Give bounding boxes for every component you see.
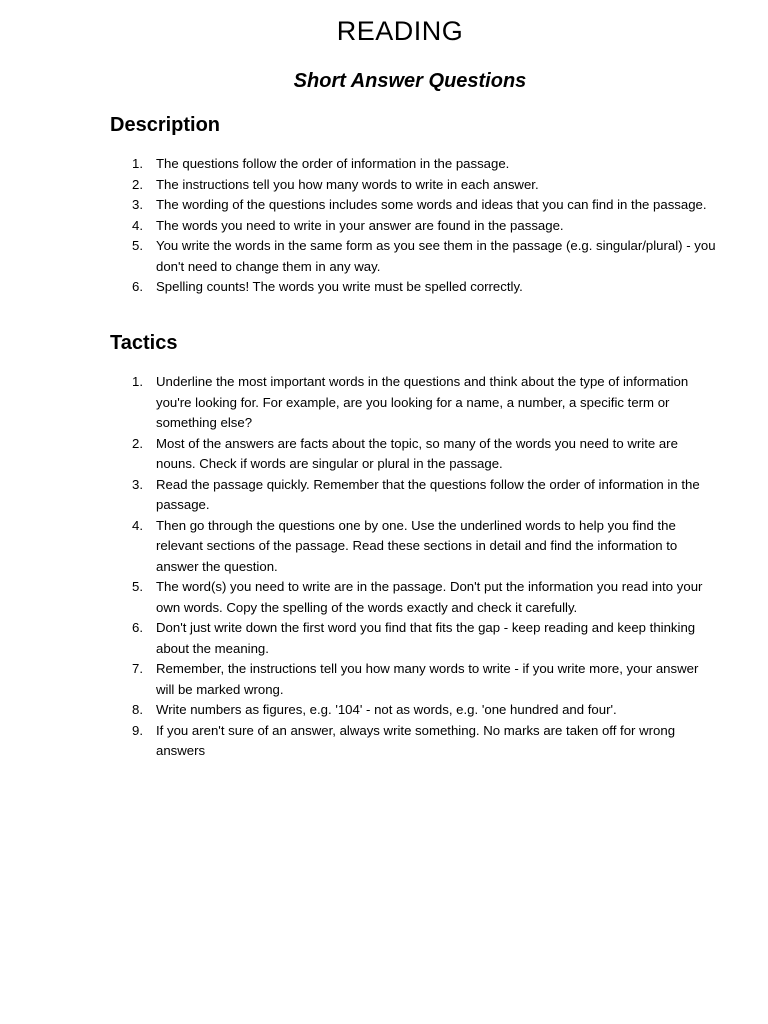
- tactics-item: [110, 721, 720, 762]
- item-text: Underline the most important words in the questions and think about the type of information you're looking for. For example, are you looking for a name, a number, a specific term or something else?: [156, 374, 689, 430]
- item-text: The word(s) you need to write are in the passage. Don't put the information you read into your own words. Copy the spelling of the words exactly and check it carefully.: [156, 579, 703, 615]
- item-number: 2.: [132, 176, 143, 192]
- page-subtitle: Short Answer Questions: [293, 70, 527, 92]
- item-text: Remember, the instructions tell you how many words to write - if you write more, your answer will be marked wrong.: [156, 661, 699, 697]
- item-number: 6.: [132, 620, 143, 635]
- item-text: You write the words in the same form as you see them in the passage (e.g. singular/plural) - you don't need to change them in any way.: [156, 238, 716, 274]
- item-text: The questions follow the order of information in the passage.: [156, 156, 510, 171]
- description-item: [110, 236, 720, 277]
- tactics-item: [110, 475, 720, 516]
- item-number: 7.: [132, 661, 143, 676]
- item-text: Read the passage quickly. Remember that the questions follow the order of information in the passage.: [156, 476, 700, 512]
- item-text: Don't just write down the first word you find that fits the gap - keep reading and keep thinking about the meaning.: [156, 620, 696, 656]
- item-text: The words you need to write in your answer are found in the passage.: [156, 217, 564, 233]
- tactics-list: [110, 372, 720, 762]
- description-item: [110, 175, 720, 196]
- page-title: READING: [336, 16, 464, 46]
- item-number: 9.: [132, 722, 143, 738]
- tactics-item: [110, 434, 720, 475]
- tactics-item: [110, 372, 720, 434]
- item-number: 4.: [132, 217, 143, 233]
- item-number: 5.: [132, 579, 143, 594]
- item-text: The instructions tell you how many words to write in each answer.: [156, 176, 539, 192]
- tactics-item: [110, 659, 720, 700]
- description-item: [110, 195, 720, 216]
- item-number: 4.: [132, 517, 143, 533]
- description-item: [110, 277, 720, 298]
- item-number: 3.: [132, 476, 143, 492]
- item-text: Most of the answers are facts about the topic, so many of the words you need to write are nouns. Check if words are singular or plural in the passage.: [156, 435, 678, 471]
- description-item: [110, 216, 720, 237]
- tactics-item: [110, 577, 720, 618]
- item-number: 8.: [132, 702, 143, 717]
- item-text: If you aren't sure of an answer, always write something. No marks are taken off for wrong answers: [156, 722, 676, 758]
- item-number: 2.: [132, 435, 143, 451]
- item-number: 5.: [132, 238, 143, 253]
- tactics-item: [110, 516, 720, 578]
- description-list: [110, 154, 720, 298]
- tactics-item: [110, 618, 720, 659]
- item-number: 1.: [132, 156, 143, 171]
- description-item: [110, 154, 720, 175]
- item-text: Spelling counts! The words you write must be spelled correctly.: [156, 279, 523, 294]
- description-heading: Description: [110, 114, 221, 136]
- tactics-item: [110, 700, 720, 721]
- item-text: Write numbers as figures, e.g. '104' - not as words, e.g. 'one hundred and four'.: [156, 702, 617, 717]
- item-number: 1.: [132, 374, 143, 389]
- item-number: 6.: [132, 279, 143, 294]
- item-number: 3.: [132, 197, 143, 212]
- tactics-heading: Tactics: [110, 332, 178, 354]
- item-text: The wording of the questions includes some words and ideas that you can find in the passage.: [156, 197, 707, 212]
- item-text: Then go through the questions one by one. Use the underlined words to help you find the relevant sections of the passage. Read these sections in detail and find the information to answer the question.: [156, 517, 678, 574]
